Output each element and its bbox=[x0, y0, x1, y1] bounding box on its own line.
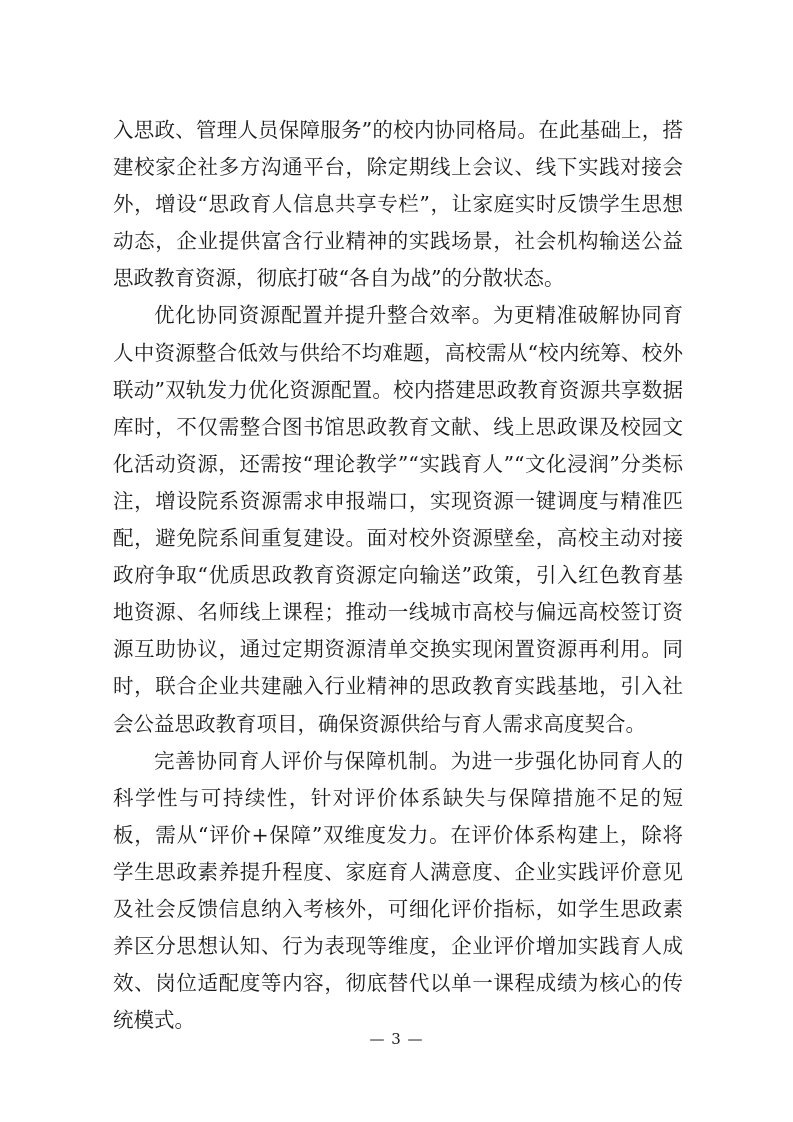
paragraph-evaluation-mechanism: 完善协同育人评价与保障机制。为进一步强化协同育人的科学性与可持续性，针对评价体系缺失与保障措施不足的短板，需从“评价+保障”双维度发力。在评价体系构建上，除将学生思政素养提升程度、家庭育人满意度、企业实践评价意见及社会反馈信息纳入考核外，可细化评价指标，如学生思政素养区分思想认知、行为表现等维度，企业评价增加实践育人成效、岗位适配度等内容，彻底替代以单一课程成绩为核心的传统模式。 bbox=[113, 748, 683, 1033]
page-number: — 3 — bbox=[369, 1030, 424, 1048]
paragraph-continuation: 入思政、管理人员保障服务”的校内协同格局。在此基础上，搭建校家企社多方沟通平台，除定期线上会议、线下实践对接会外，增设“思政育人信息共享专栏”，让家庭实时反馈学生思想动态，企业提供富含行业精神的实践场景，社会机构输送公益思政教育资源，彻底打破“各自为战”的分散状态。 bbox=[113, 118, 683, 291]
paragraph-resource-allocation: 优化协同资源配置并提升整合效率。为更精准破解协同育人中资源整合低效与供给不均难题，高校需从“校内统筹、校外联动”双轨发力优化资源配置。校内搭建思政教育资源共享数据库时，不仅需整合图书馆思政教育文献、线上思政课及校园文化活动资源，还需按“理论教学”“实践育人”“文化浸润”分类标注，增设院系资源需求申报端口，实现资源一键调度与精准匹配，避免院系间重复建设。面对校外资源壁垒，高校主动对接政府争取“优质思政教育资源定向输送”政策，引入红色教育基地资源、名师线上课程；推动一线城市高校与偏远高校签订资源互助协议，通过定期资源清单交换实现闲置资源再利用。同时，联合企业共建融入行业精神的思政教育实践基地，引入社会公益思政教育项目，确保资源供给与育人需求高度契合。 bbox=[113, 303, 683, 736]
document-body bbox=[113, 112, 683, 1039]
